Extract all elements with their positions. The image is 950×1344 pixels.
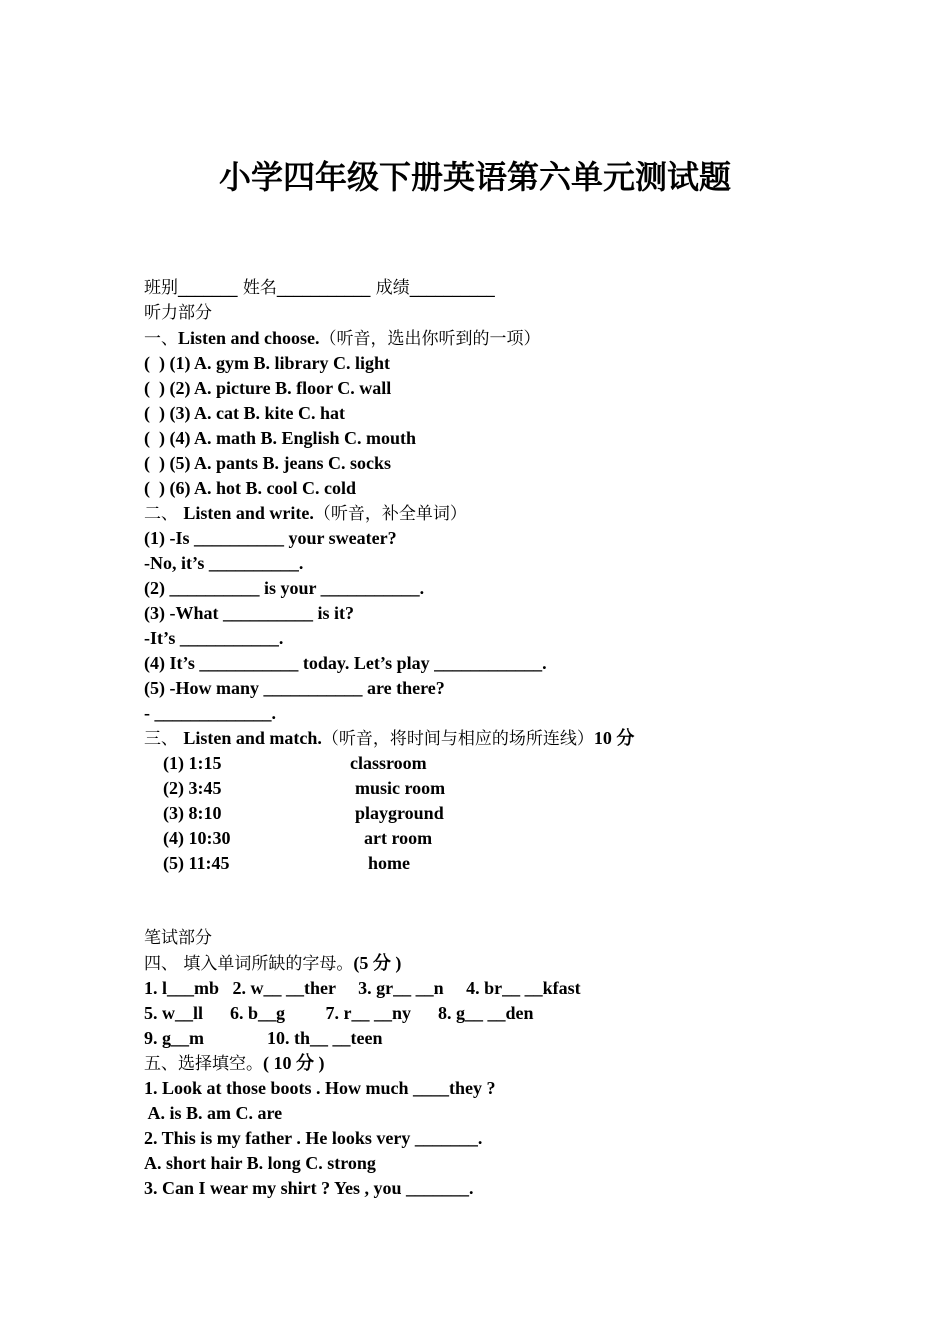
section3-heading [144,726,844,751]
match-time: (5) 11:45 [163,853,230,873]
section4-heading-score: (5 分 ) [353,953,402,973]
section-gap [144,876,844,926]
writing-heading: 笔试部分 [144,928,212,948]
match-place: music room [355,778,446,798]
section1-prefix: 一、 [144,329,178,349]
match-row [144,801,844,826]
section4-heading-cn: 四、 填入单词所缺的字母。 [144,954,354,974]
choice-item: ( ) (2) A. picture B. floor C. wall [144,378,392,398]
section3-prefix: 三、 [144,729,184,749]
write-item: (3) -What __________ is it? [144,603,354,623]
mc-options: A. short hair B. long C. strong [144,1153,376,1173]
exam-content [144,276,844,1201]
write-item: (4) It’s ___________ today. Let’s play ____________. [144,653,547,673]
write-item: -It’s ___________. [144,628,284,648]
choice-item: ( ) (1) A. gym B. library C. light [144,353,390,373]
missing-letters-row: 9. g__m 10. th__ __teen [144,1028,383,1048]
match-row [144,751,844,776]
listening-heading: 听力部分 [144,303,212,323]
section3-heading-cn: （听音，将时间与相应的场所连线） [321,729,594,749]
mc-options: A. is B. am C. are [144,1103,283,1123]
match-time: (3) 8:10 [163,803,222,823]
choice-item: ( ) (6) A. hot B. cool C. cold [144,478,356,498]
section1-heading-cn: （听音，选出你听到的一项） [319,329,541,349]
choice-item: ( ) (5) A. pants B. jeans C. socks [144,453,392,473]
write-item: (2) __________ is your ___________. [144,578,425,598]
write-item: -No, it’s __________. [144,553,304,573]
match-row [144,776,844,801]
section1-heading [144,326,844,351]
section3-heading-score: 10 分 [593,728,635,748]
write-item: (1) -Is __________ your sweater? [144,528,397,548]
match-row [144,826,844,851]
mc-item: 3. Can I wear my shirt ? Yes , you _______. [144,1178,474,1198]
section2-prefix: 二、 [144,504,184,524]
section5-heading-score: ( 10 分 ) [263,1053,325,1073]
match-time: (2) 3:45 [163,778,222,798]
match-place: art room [364,828,433,848]
section2-heading-cn: （听音，补全单词） [313,504,467,524]
section4-heading [144,951,844,976]
match-place: home [368,853,410,873]
section1-heading-en: Listen and choose. [178,328,320,348]
choice-item: ( ) (3) A. cat B. kite C. hat [144,403,345,423]
section2-heading [144,501,844,526]
match-place: classroom [350,753,427,773]
write-item: - _____________. [144,703,276,723]
missing-letters-row: 1. l___mb 2. w__ __ther 3. gr__ __n 4. br__ __kfast [144,978,581,998]
match-time: (4) 10:30 [163,828,231,848]
section5-heading-cn: 五、选择填空。 [144,1054,263,1074]
match-place: playground [355,803,444,823]
section3-heading-en: Listen and match. [183,728,322,748]
student-info-line: 班别_______ 姓名___________ 成绩__________ [144,278,495,298]
section5-heading [144,1051,844,1076]
page-title: 小学四年级下册英语第六单元测试题 [218,158,731,196]
choice-item: ( ) (4) A. math B. English C. mouth [144,428,417,448]
write-item: (5) -How many ___________ are there? [144,678,445,698]
mc-item: 2. This is my father . He looks very _______. [144,1128,483,1148]
match-time: (1) 1:15 [163,753,222,773]
match-row [144,851,844,876]
mc-item: 1. Look at those boots . How much ____they ? [144,1078,496,1098]
section2-heading-en: Listen and write. [183,503,314,523]
missing-letters-row: 5. w__ll 6. b__g 7. r__ __ny 8. g__ __den [144,1003,534,1023]
